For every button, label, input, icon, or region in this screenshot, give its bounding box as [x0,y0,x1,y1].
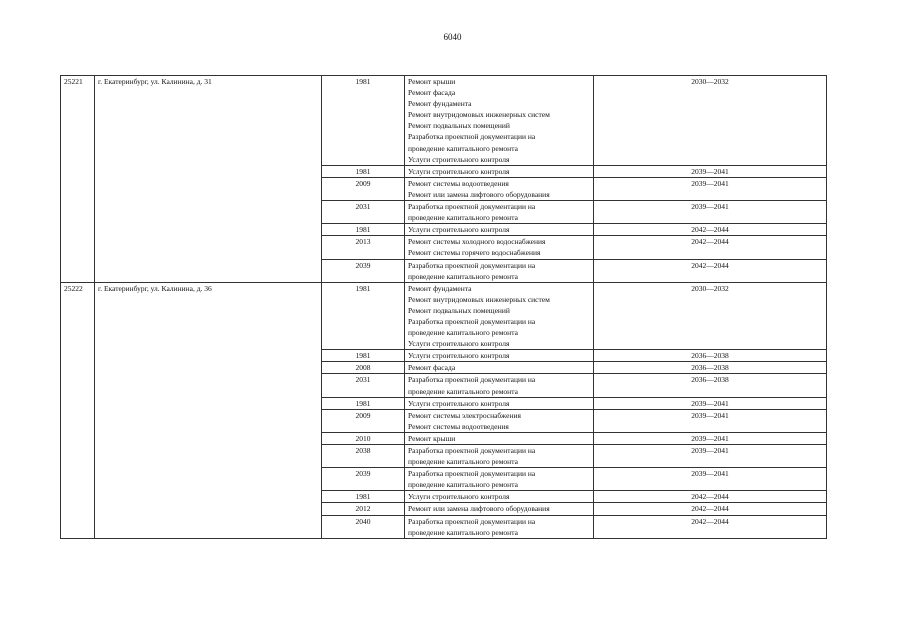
building-id: 25222 [61,282,95,538]
work-types [405,409,594,432]
work-item: Разработка проектной документации на [408,516,536,526]
commission-year: 2012 [322,503,405,515]
work-item: проведение капитального ремонта [408,386,518,396]
work-item: Разработка проектной документации на [408,375,536,385]
work-types [405,362,594,374]
commission-year: 1981 [322,397,405,409]
planned-period: 2039—2041 [594,177,827,200]
work-types [405,224,594,236]
work-types [405,468,594,491]
work-item: Ремонт подвальных помещений [408,121,510,131]
work-types [405,397,594,409]
table-body [61,76,827,539]
work-item: Услуги строительного контроля [408,154,510,164]
planned-period: 2039—2041 [594,165,827,177]
work-item: Разработка проектной документации на [408,316,536,326]
commission-year: 2008 [322,362,405,374]
planned-period: 2042—2044 [594,515,827,538]
work-item: Ремонт крыши [408,433,456,443]
planned-period: 2030—2032 [594,282,827,350]
commission-year: 1981 [322,165,405,177]
work-item: Разработка проектной документации на [408,132,536,142]
commission-year: 2039 [322,468,405,491]
work-item: Услуги строительного контроля [408,339,510,349]
commission-year: 2013 [322,236,405,259]
planned-period: 2036—2038 [594,350,827,362]
work-item: Ремонт крыши [408,77,456,86]
work-item: Услуги строительного контроля [408,351,510,361]
work-types [405,374,594,397]
commission-year: 1981 [322,76,405,166]
work-item: Ремонт внутридомовых инженерных систем [408,110,550,120]
building-address: г. Екатеринбург, ул. Калинина, д. 31 [95,76,322,283]
table-row [61,76,827,166]
commission-year: 1981 [322,224,405,236]
work-item: Услуги строительного контроля [408,492,510,502]
commission-year: 2038 [322,445,405,468]
commission-year: 2040 [322,515,405,538]
work-types [405,165,594,177]
planned-period: 2039—2041 [594,201,827,224]
planned-period: 2036—2038 [594,374,827,397]
work-types [405,76,594,166]
work-types [405,236,594,259]
work-item: Ремонт фасада [408,88,456,98]
planned-period: 2036—2038 [594,362,827,374]
work-types [405,432,594,444]
work-item: Ремонт внутридомовых инженерных систем [408,294,550,304]
work-item: Разработка проектной документации на [408,260,536,270]
work-types [405,491,594,503]
work-types [405,282,594,350]
planned-period: 2039—2041 [594,445,827,468]
work-item: проведение капитального ремонта [408,328,518,338]
work-item: Ремонт подвальных помещений [408,305,510,315]
work-item: проведение капитального ремонта [408,527,518,537]
planned-period: 2039—2041 [594,432,827,444]
page-number: 6040 [443,32,462,42]
planned-period: 2039—2041 [594,397,827,409]
work-item: Ремонт системы холодного водоснабжения [408,237,546,247]
building-address: г. Екатеринбург, ул. Калинина, д. 36 [95,282,322,538]
work-item: Ремонт системы горячего водоснабжения [408,248,541,258]
work-item: Ремонт системы водоотведения [408,178,509,188]
work-item: проведение капитального ремонта [408,271,518,281]
work-item: проведение капитального ремонта [408,213,518,223]
commission-year: 2009 [322,409,405,432]
work-item: проведение капитального ремонта [408,143,518,153]
building-id: 25221 [61,76,95,283]
planned-period: 2030—2032 [594,76,827,166]
capital-repair-table [60,75,827,539]
commission-year: 2031 [322,374,405,397]
planned-period: 2042—2044 [594,259,827,282]
planned-period: 2042—2044 [594,236,827,259]
work-item: Ремонт фундамента [408,283,472,293]
work-types [405,515,594,538]
work-types [405,259,594,282]
work-item: Разработка проектной документации на [408,202,536,212]
commission-year: 2010 [322,432,405,444]
work-item: Разработка проектной документации на [408,469,536,479]
work-item: Ремонт фасада [408,363,456,373]
work-item: Ремонт или замена лифтового оборудования [408,504,550,514]
planned-period: 2042—2044 [594,503,827,515]
work-item: Ремонт фундамента [408,99,472,109]
work-item: Ремонт или замена лифтового оборудования [408,189,550,199]
planned-period: 2039—2041 [594,468,827,491]
commission-year: 1981 [322,491,405,503]
table-row [61,282,827,350]
work-item: проведение капитального ремонта [408,480,518,490]
commission-year: 2009 [322,177,405,200]
work-types [405,350,594,362]
work-item: Разработка проектной документации на [408,446,536,455]
work-item: Услуги строительного контроля [408,398,510,408]
work-item: Ремонт системы водоотведения [408,421,509,431]
planned-period: 2039—2041 [594,409,827,432]
work-types [405,503,594,515]
work-item: Услуги строительного контроля [408,166,510,176]
commission-year: 2031 [322,201,405,224]
work-item: проведение капитального ремонта [408,457,518,467]
commission-year: 2039 [322,259,405,282]
work-item: Услуги строительного контроля [408,225,510,235]
work-types [405,445,594,468]
commission-year: 1981 [322,282,405,350]
work-types [405,201,594,224]
planned-period: 2042—2044 [594,224,827,236]
work-types [405,177,594,200]
work-item: Ремонт системы электроснабжения [408,410,521,420]
planned-period: 2042—2044 [594,491,827,503]
commission-year: 1981 [322,350,405,362]
